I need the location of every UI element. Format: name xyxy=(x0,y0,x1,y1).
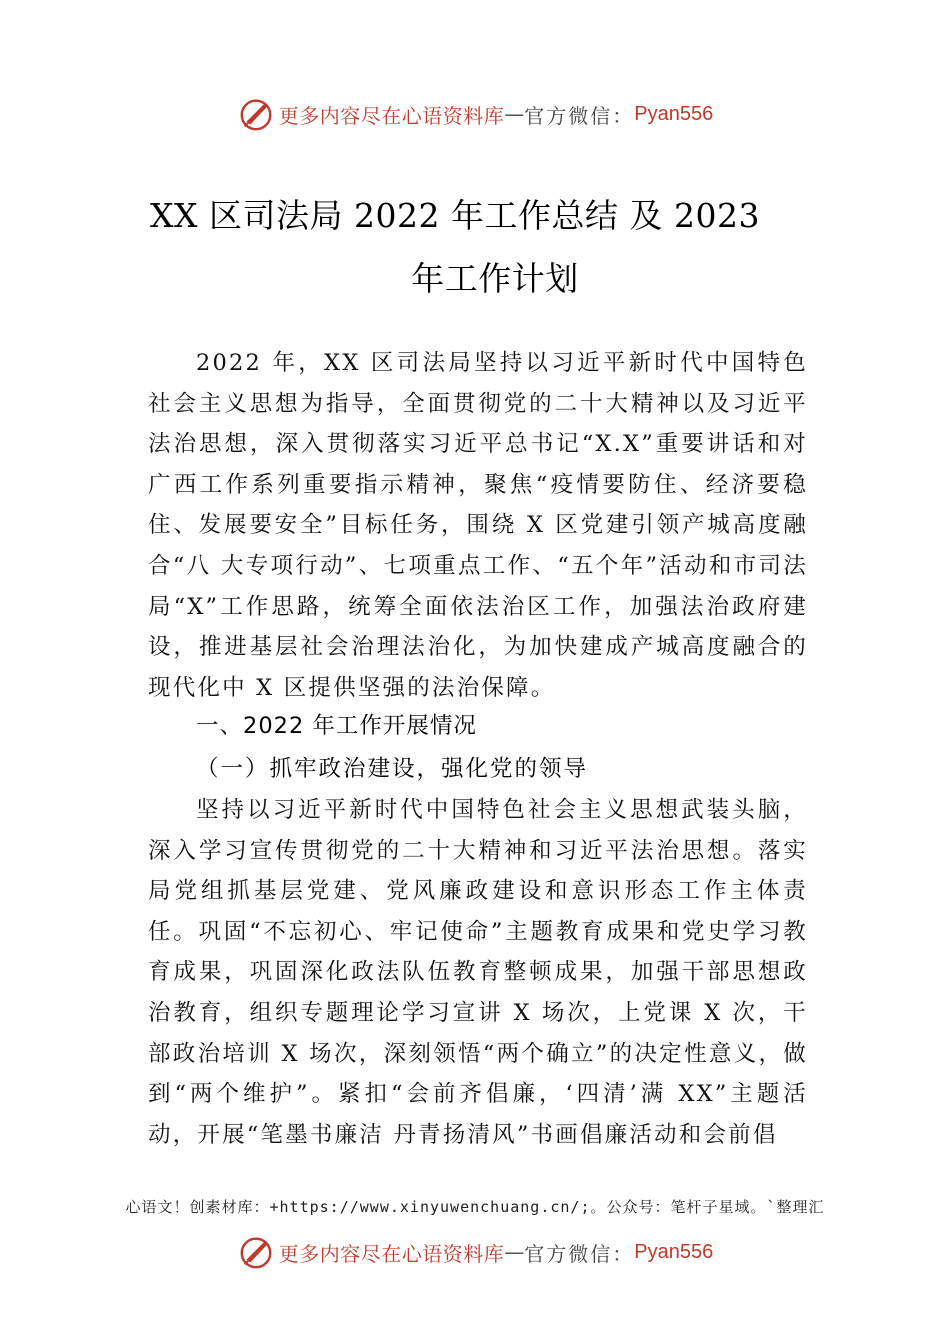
footer-source-line: 心语文！创素材库：+https://www.xinyuwenchuang.cn/;。公众号：笔杆子星域。`整理汇 xyxy=(125,1198,825,1216)
watermark-official-label: 官方微信： xyxy=(524,103,635,128)
watermark-header xyxy=(0,95,950,133)
watermark-dash: — xyxy=(504,1240,525,1264)
document-title-line1: XX 区司法局 2022 年工作总结 及 2023 xyxy=(150,196,760,235)
intro-paragraph: 2022 年，XX 区司法局坚持以习近平新时代中国特色社会主义思想为指导，全面贯彻党的二十大精神以及习近平法治思想，深入贯彻落实习近平总书记“X.X”重要讲话和对广西工作系列重要指示精神，聚焦“疫情要防住、经济要稳住、发展要安全”目标任务，围绕 X 区党建引领产城高度融合“八 大专项行动”、七项重点工作、“五个年”活动和市司法局“X”工作思路，统筹全面依法治区工作，加强法治政府建设，推进基层社会治理法治化，为加快建成产城高度融合的现代化中 X 区提供坚强的法治保障。 xyxy=(148,350,808,701)
quill-seal-icon xyxy=(237,95,275,133)
watermark-brand-text: 更多内容尽在心语资料库 xyxy=(278,1241,505,1266)
subsection-paragraph-1: 坚持以习近平新时代中国特色社会主义思想武装头脑，深入学习宣传贯彻党的二十大精神和习近平法治思想。落实局党组抓基层党建、党风廉政建设和意识形态工作主体责任。巩固“不忘初心、牢记使命”主题教育成果和党史学习教育成果，巩固深化政法队伍教育整顿成果，加强干部思想政治教育，组织专题理论学习宣讲 X 场次，上党课 X 次，干部政治培训 X 场次，深刻领悟“两个确立”的决定性意义，做到“两个维护”。紧扣“会前齐倡廉，‘四清’满 XX”主题活动，开展“笔墨书廉洁 丹青扬清风”书画倡廉活动和会前倡 xyxy=(148,797,808,1148)
watermark-wechat-id: Pyan556 xyxy=(634,102,714,125)
watermark-footer xyxy=(0,1233,950,1271)
quill-seal-icon xyxy=(237,1233,275,1271)
section-heading-1: 一、2022 年工作开展情况 xyxy=(196,713,477,739)
document-title-line2: 年工作计划 xyxy=(411,259,579,298)
watermark-dash: — xyxy=(504,102,525,126)
watermark-official-label: 官方微信： xyxy=(524,1241,635,1266)
watermark-wechat-id: Pyan556 xyxy=(634,1240,714,1263)
watermark-brand-text: 更多内容尽在心语资料库 xyxy=(278,103,505,128)
subsection-heading-1: （一）抓牢政治建设，强化党的领导 xyxy=(196,756,589,782)
